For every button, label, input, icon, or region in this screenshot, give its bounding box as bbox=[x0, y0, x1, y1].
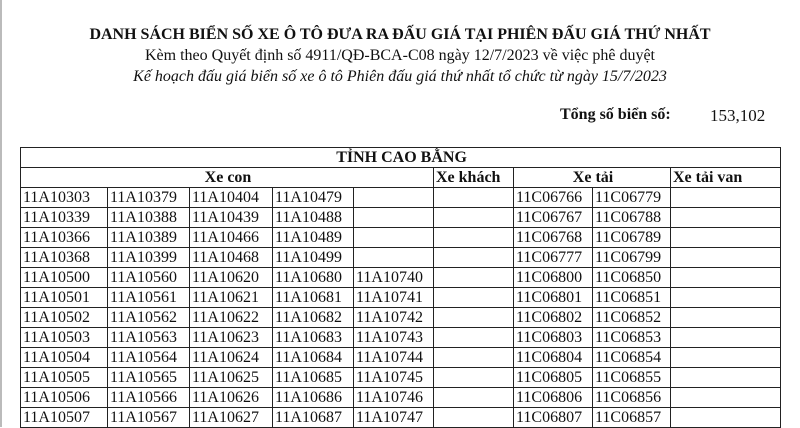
plate-cell: 11A10502 bbox=[21, 308, 108, 328]
plate-cell bbox=[671, 308, 781, 328]
plate-cell: 11A10388 bbox=[108, 208, 190, 228]
plate-cell: 11A10624 bbox=[190, 348, 273, 368]
plate-cell bbox=[434, 408, 514, 428]
plate-cell: 11A10439 bbox=[190, 208, 273, 228]
plate-cell: 11A10564 bbox=[108, 348, 190, 368]
plate-cell: 11C06800 bbox=[514, 268, 593, 288]
total-label: Tổng số biển số: bbox=[560, 106, 671, 123]
plate-cell: 11A10404 bbox=[190, 188, 273, 208]
category-row bbox=[21, 168, 781, 188]
table-row bbox=[21, 228, 781, 248]
plate-cell: 11C06854 bbox=[593, 348, 671, 368]
plate-cell: 11C06779 bbox=[593, 188, 671, 208]
plate-cell: 11A10686 bbox=[273, 388, 354, 408]
plate-cell: 11C06799 bbox=[593, 248, 671, 268]
plate-cell bbox=[434, 228, 514, 248]
plate-cell: 11A10501 bbox=[21, 288, 108, 308]
plate-cell: 11C06768 bbox=[514, 228, 593, 248]
plate-cell: 11A10681 bbox=[273, 288, 354, 308]
document-title: DANH SÁCH BIỂN SỐ XE Ô TÔ ĐƯA RA ĐẤU GIÁ TẠI PHIÊN ĐẤU GIÁ THỨ NHẤT bbox=[89, 26, 711, 43]
plate-cell: 11A10620 bbox=[190, 268, 273, 288]
plate-cell bbox=[671, 348, 781, 368]
plate-cell: 11A10565 bbox=[108, 368, 190, 388]
plate-cell bbox=[671, 288, 781, 308]
plate-cell bbox=[434, 368, 514, 388]
province-header: TỈNH CAO BẰNG bbox=[21, 148, 781, 168]
plate-cell bbox=[671, 228, 781, 248]
plate-cell: 11A10379 bbox=[108, 188, 190, 208]
plate-cell: 11C06850 bbox=[593, 268, 671, 288]
plate-cell: 11A10466 bbox=[190, 228, 273, 248]
plate-cell bbox=[434, 328, 514, 348]
plate-cell: 11A10468 bbox=[190, 248, 273, 268]
plate-cell: 11A10505 bbox=[21, 368, 108, 388]
plate-cell bbox=[671, 388, 781, 408]
plate-cell bbox=[671, 248, 781, 268]
plate-cell: 11C06767 bbox=[514, 208, 593, 228]
plate-cell: 11A10389 bbox=[108, 228, 190, 248]
table-row bbox=[21, 348, 781, 368]
plate-cell bbox=[354, 248, 434, 268]
plate-cell: 11C06853 bbox=[593, 328, 671, 348]
plate-cell: 11C06805 bbox=[514, 368, 593, 388]
plate-cell bbox=[354, 188, 434, 208]
table-row bbox=[21, 388, 781, 408]
table-row bbox=[21, 188, 781, 208]
plate-cell: 11C06856 bbox=[593, 388, 671, 408]
table-row bbox=[21, 328, 781, 348]
table-row bbox=[21, 268, 781, 288]
plate-cell bbox=[434, 348, 514, 368]
plate-cell bbox=[434, 288, 514, 308]
province-row bbox=[21, 148, 781, 168]
plate-cell bbox=[434, 388, 514, 408]
plate-cell bbox=[671, 188, 781, 208]
plate-cell: 11A10687 bbox=[273, 408, 354, 428]
plate-cell: 11A10747 bbox=[354, 408, 434, 428]
plate-cell: 11A10499 bbox=[273, 248, 354, 268]
plate-cell bbox=[354, 228, 434, 248]
plate-cell: 11A10488 bbox=[273, 208, 354, 228]
plate-cell: 11A10746 bbox=[354, 388, 434, 408]
plate-cell: 11A10741 bbox=[354, 288, 434, 308]
plate-cell: 11A10740 bbox=[354, 268, 434, 288]
plate-cell: 11A10504 bbox=[21, 348, 108, 368]
plate-cell: 11C06777 bbox=[514, 248, 593, 268]
plate-cell: 11A10399 bbox=[108, 248, 190, 268]
plate-cell: 11A10626 bbox=[190, 388, 273, 408]
plate-cell: 11A10745 bbox=[354, 368, 434, 388]
plate-cell: 11A10303 bbox=[21, 188, 108, 208]
plate-cell: 11C06802 bbox=[514, 308, 593, 328]
plate-cell bbox=[671, 268, 781, 288]
plate-cell bbox=[354, 208, 434, 228]
plate-cell: 11C06789 bbox=[593, 228, 671, 248]
plate-cell: 11A10503 bbox=[21, 328, 108, 348]
plate-cell: 11C06806 bbox=[514, 388, 593, 408]
plate-cell: 11A10507 bbox=[21, 408, 108, 428]
plate-cell: 11A10489 bbox=[273, 228, 354, 248]
plate-cell bbox=[671, 328, 781, 348]
plate-cell: 11A10682 bbox=[273, 308, 354, 328]
plate-cell: 11A10742 bbox=[354, 308, 434, 328]
plate-cell: 11C06801 bbox=[514, 288, 593, 308]
plate-cell: 11A10680 bbox=[273, 268, 354, 288]
plate-cell bbox=[671, 368, 781, 388]
plate-cell: 11A10506 bbox=[21, 388, 108, 408]
table-row bbox=[21, 248, 781, 268]
plate-cell: 11A10743 bbox=[354, 328, 434, 348]
plate-cell: 11A10627 bbox=[190, 408, 273, 428]
plate-cell bbox=[671, 208, 781, 228]
total-value: 153,102 bbox=[710, 106, 766, 125]
plate-cell bbox=[434, 308, 514, 328]
plate-cell: 11C06855 bbox=[593, 368, 671, 388]
plate-cell: 11C06851 bbox=[593, 288, 671, 308]
col-xe-con: Xe con bbox=[21, 168, 434, 188]
table-row bbox=[21, 208, 781, 228]
plate-cell: 11A10625 bbox=[190, 368, 273, 388]
plate-cell: 11A10566 bbox=[108, 388, 190, 408]
document-subtitle: Kèm theo Quyết định số 4911/QĐ-BCA-C08 ngày 12/7/2023 về việc phê duyệt bbox=[145, 47, 655, 64]
plates-table bbox=[20, 147, 781, 428]
plate-cell: 11C06803 bbox=[514, 328, 593, 348]
table-row bbox=[21, 288, 781, 308]
col-xe-khach: Xe khách bbox=[434, 168, 514, 188]
plate-cell: 11C06766 bbox=[514, 188, 593, 208]
plate-cell: 11A10683 bbox=[273, 328, 354, 348]
plate-cell: 11A10500 bbox=[21, 268, 108, 288]
plate-cell: 11A10561 bbox=[108, 288, 190, 308]
plate-cell: 11A10366 bbox=[21, 228, 108, 248]
plate-cell bbox=[671, 408, 781, 428]
plate-cell: 11A10560 bbox=[108, 268, 190, 288]
plate-cell: 11A10623 bbox=[190, 328, 273, 348]
col-xe-tai-van: Xe tải van bbox=[671, 168, 781, 188]
plate-cell: 11A10685 bbox=[273, 368, 354, 388]
plate-cell: 11A10684 bbox=[273, 348, 354, 368]
plate-cell: 11A10622 bbox=[190, 308, 273, 328]
plate-cell: 11A10479 bbox=[273, 188, 354, 208]
document-plan: Kế hoạch đấu giá biển số xe ô tô Phiên đấu giá thứ nhất tổ chức từ ngày 15/7/2023 bbox=[133, 68, 667, 85]
plate-cell: 11A10368 bbox=[21, 248, 108, 268]
col-xe-tai: Xe tải bbox=[514, 168, 671, 188]
plate-cell: 11A10567 bbox=[108, 408, 190, 428]
plate-cell bbox=[434, 208, 514, 228]
plate-cell: 11C06807 bbox=[514, 408, 593, 428]
plate-cell: 11A10563 bbox=[108, 328, 190, 348]
table-row bbox=[21, 408, 781, 428]
plate-cell: 11C06804 bbox=[514, 348, 593, 368]
table-row bbox=[21, 368, 781, 388]
plate-cell: 11C06852 bbox=[593, 308, 671, 328]
plate-cell: 11A10562 bbox=[108, 308, 190, 328]
plate-cell: 11C06857 bbox=[593, 408, 671, 428]
plate-cell bbox=[434, 248, 514, 268]
table-row bbox=[21, 308, 781, 328]
plate-cell bbox=[434, 188, 514, 208]
plate-cell: 11A10744 bbox=[354, 348, 434, 368]
plate-cell: 11A10621 bbox=[190, 288, 273, 308]
plate-cell: 11A10339 bbox=[21, 208, 108, 228]
plate-cell: 11C06788 bbox=[593, 208, 671, 228]
plate-cell bbox=[434, 268, 514, 288]
